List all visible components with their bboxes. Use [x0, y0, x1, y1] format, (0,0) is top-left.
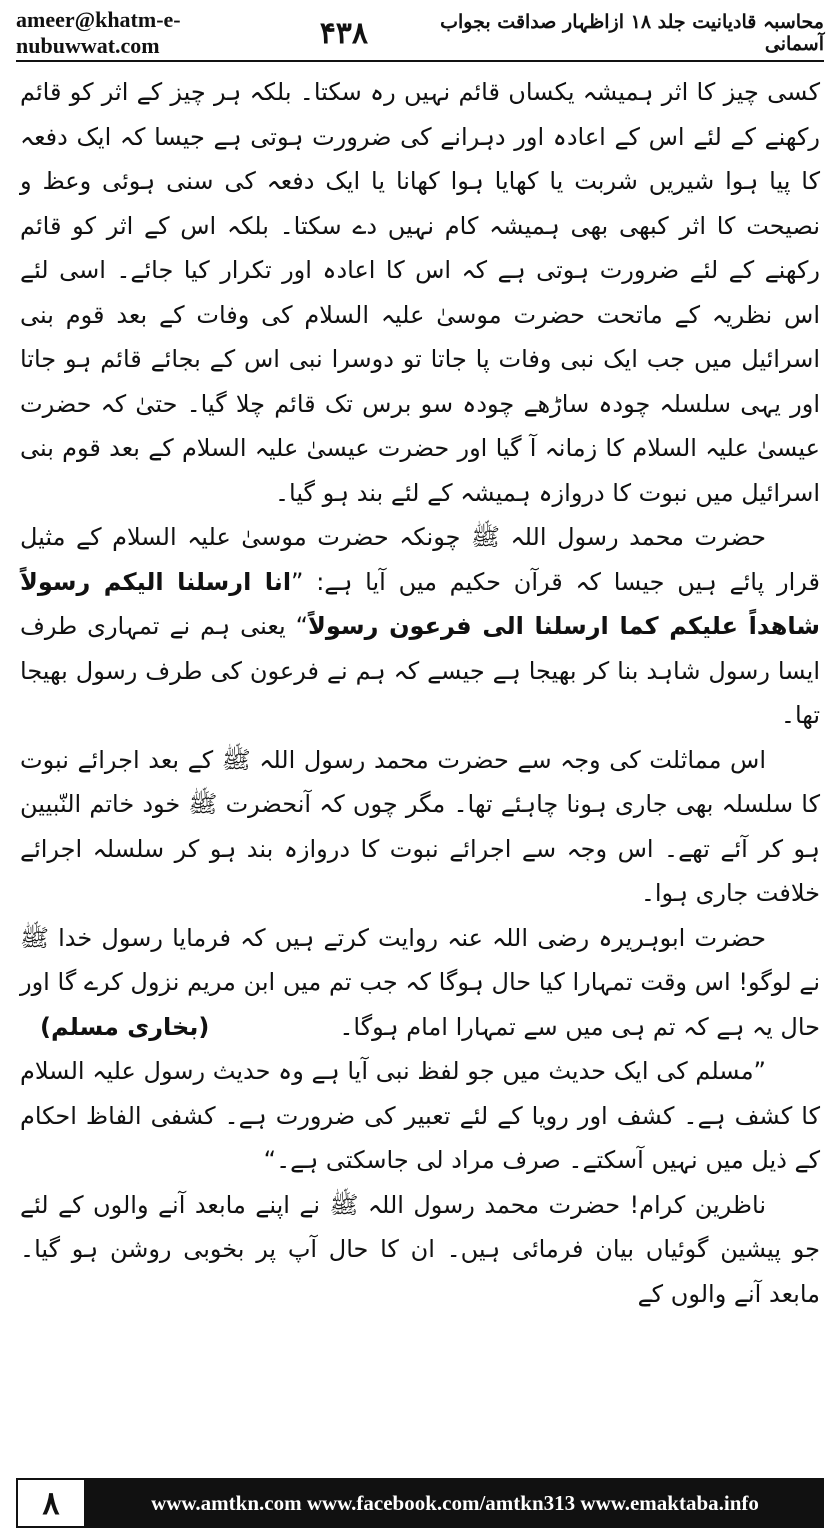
hadith-reference: (بخاری مسلم): [40, 1012, 210, 1041]
footer-links: www.amtkn.com www.facebook.com/amtkn313 www.emaktaba.info: [151, 1490, 759, 1515]
page-header: [16, 7, 824, 58]
page-number: ۴۳۸: [319, 15, 369, 51]
paragraph-4-text: حضرت ابوہریرہ رضی اللہ عنہ روایت کرتے ہیں کہ فرمایا رسول خدا ﷺ نے لوگو! اس وقت تمہارا کیا حال ہوگا کہ جب تم میں ابن مریم نزول کرے گا اور حال یہ ہے کہ تم ہی میں سے تمہارا امام ہوگا۔: [20, 923, 820, 1041]
paragraph-6: ناظرین کرام! حضرت محمد رسول اللہ ﷺ نے اپنے مابعد آنے والوں کے لئے جو پیشین گوئیاں بیان فرمائی ہیں۔ ان کا حال آپ پر بخوبی روشن ہو گیا۔ مابعد آنے والوں کے: [20, 1190, 820, 1308]
paragraph-2-intro: حضرت محمد رسول اللہ ﷺ چونکہ حضرت موسیٰ علیہ السلام کے مثیل قرار پائے ہیں جیسا کہ قرآن حکیم میں آیا ہے: ”: [20, 523, 820, 596]
header-right: [320, 11, 824, 55]
running-title: محاسبہ قادیانیت جلد ۱۸ ازاظہار صداقت بجواب آسمانی: [440, 11, 824, 55]
header-rule: [16, 60, 824, 62]
quran-quote: انا ارسلنا الیکم رسولاً شاھداً علیکم کما ارسلنا الی فرعون رسولاً: [20, 567, 821, 640]
page-footer: [16, 1478, 824, 1528]
page-body: [20, 70, 820, 1460]
header-email: ameer@khatm-e-nubuwwat.com: [16, 7, 181, 58]
paragraph-2-translation: “ یعنی ہم نے تمہاری طرف ایسا رسول شاہد بنا کر بھیجا ہے جیسے کہ ہم نے فرعون کی طرف رسول بھیجا تھا۔: [20, 612, 820, 729]
footer-badge: ۸: [16, 1478, 86, 1528]
paragraph-1: کسی چیز کا اثر ہمیشہ یکساں قائم نہیں رہ سکتا۔ بلکہ ہر چیز کے اثر کو قائم رکھنے کے لئے اس کے اعادہ اور دہرانے کی ضرورت ہوتی ہے جیسا کہ ایک دفعہ کا پیا ہوا شیریں شربت یا کھایا ہوا کھانا یا ایک دفعہ کی سنی ہوئی وعظ و نصیحت کا اثر کبھی بھی ہمیشہ کام نہیں دے سکتا۔ بلکہ اس کے اثر کو قائم رکھنے کے لئے ضرورت ہوتی ہے کہ اس کا اعادہ اور تکرار کیا جائے۔ اسی لئے اس نظریہ کے ماتحت حضرت موسیٰ علیہ السلام کی وفات کے بعد قوم بنی اسرائیل میں جب ایک نبی وفات پا جاتا تو دوسرا نبی اس کے بجائے قائم ہو جاتا اور یہی سلسلہ چودہ ساڑھے چودہ سو برس تک قائم چلا گیا۔ حتیٰ کہ حضرت عیسیٰ علیہ السلام کا زمانہ آ گیا اور حضرت عیسیٰ علیہ السلام کے بعد قوم بنی اسرائیل میں نبوت کا دروازہ ہمیشہ کے لئے بند ہو گیا۔: [20, 78, 820, 507]
paragraph-3: اس مماثلت کی وجہ سے حضرت محمد رسول اللہ ﷺ کے بعد اجرائے نبوت کا سلسلہ بھی جاری ہونا چاہئے تھا۔ مگر چوں کہ آنحضرت ﷺ خود خاتم النّبیین ہو کر آئے تھے۔ اس وجہ سے اجرائے نبوت کا دروازہ بند ہو کر سلسلہ اجرائے خلافت جاری ہوا۔: [20, 745, 820, 907]
paragraph-2: [20, 515, 820, 738]
paragraph-4: [20, 916, 820, 1050]
paragraph-5: ”مسلم کی ایک حدیث میں جو لفظ نبی آیا ہے وہ حدیث رسول علیہ السلام کا کشف ہے۔ کشف اور رویا کے لئے تعبیر کی ضرورت ہے۔ کشفی الفاظ احکام کے ذیل میں نہیں آسکتے۔ صرف مراد لی جاسکتی ہے۔“: [20, 1057, 820, 1174]
